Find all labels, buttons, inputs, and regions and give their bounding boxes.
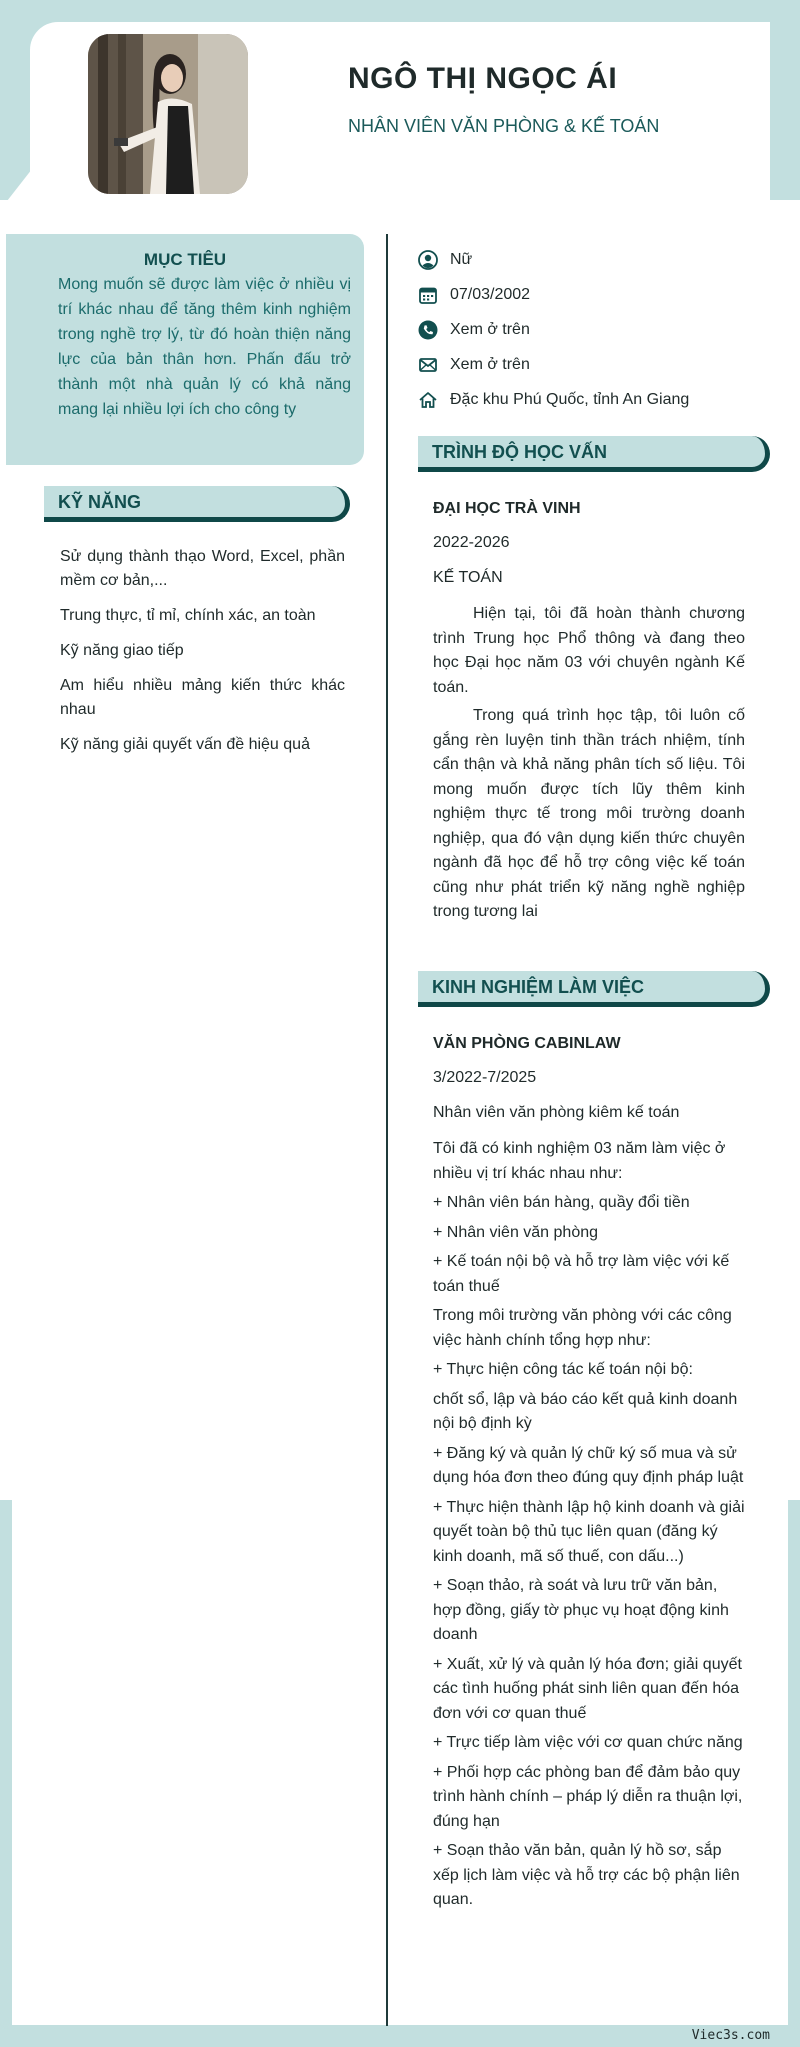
email-value: Xem ở trên xyxy=(450,355,530,373)
profile-photo xyxy=(88,34,248,194)
contact-gender-row xyxy=(418,242,778,277)
education-section xyxy=(433,500,745,929)
objective-section xyxy=(6,234,364,465)
contact-email-row xyxy=(418,347,778,382)
contact-phone-row xyxy=(418,312,778,347)
watermark: Viec3s.com xyxy=(691,2028,770,2043)
skill-item: Kỹ năng giải quyết vấn đề hiệu quả xyxy=(60,736,310,753)
experience-line: + Đăng ký và quản lý chữ ký số mua và sử dụng hóa đơn theo đúng quy định pháp luật xyxy=(433,1444,744,1486)
experience-line: + Nhân viên bán hàng, quầy đổi tiền xyxy=(433,1194,690,1211)
experience-line: Tôi đã có kinh nghiệm 03 năm làm việc ở nhiều vị trí khác nhau như: xyxy=(433,1140,726,1182)
column-divider xyxy=(386,234,388,2026)
education-heading: TRÌNH ĐỘ HỌC VẤN xyxy=(432,442,607,462)
skills-list xyxy=(60,545,345,768)
skills-heading: KỸ NĂNG xyxy=(58,492,142,512)
gender-value: Nữ xyxy=(450,250,473,268)
phone-value: Xem ở trên xyxy=(450,320,530,338)
experience-heading: KINH NGHIỆM LÀM VIỆC xyxy=(432,977,645,997)
birthdate-value: 07/03/2002 xyxy=(450,285,531,303)
experience-line: + Xuất, xử lý và quản lý hóa đơn; giải quyết các tình huống phát sinh liên quan đến hóa đơn với cơ quan thuế xyxy=(433,1655,742,1722)
education-period: 2022-2026 xyxy=(433,534,510,551)
contact-birthdate-row xyxy=(418,277,778,312)
experience-line: + Kế toán nội bộ và hỗ trợ làm việc với kế toán thuế xyxy=(433,1253,730,1295)
experience-period: 3/2022-7/2025 xyxy=(433,1069,537,1086)
user-icon xyxy=(418,250,438,270)
education-heading-pill xyxy=(418,436,770,472)
experience-line: + Thực hiện thành lập hộ kinh doanh và giải quyết toàn bộ thủ tục liên quan (đăng ký kinh doanh, mã số thuế, con dấu...) xyxy=(433,1498,745,1565)
footer-band xyxy=(0,2025,800,2047)
objective-text: Mong muốn sẽ được làm việc ở nhiều vị trí khác nhau để tăng thêm kinh nghiệm trong nghề trợ lý, từ đó hoàn thiện năng lực của bản thân hơn. Phấn đấu trở thành một nhà quản lý có khả năng mang lại nhiều lợi ích cho công ty xyxy=(58,276,351,418)
calendar-icon xyxy=(418,285,438,305)
right-accent-strip xyxy=(788,1500,800,2047)
candidate-name: NGÔ THỊ NGỌC ÁI xyxy=(348,62,618,95)
experience-details xyxy=(433,1137,745,1913)
contact-address-row xyxy=(418,382,778,417)
education-major: KẾ TOÁN xyxy=(433,569,503,586)
address-value: Đặc khu Phú Quốc, tỉnh An Giang xyxy=(450,390,690,408)
school-name: ĐẠI HỌC TRÀ VINH xyxy=(433,500,581,517)
experience-line: chốt sổ, lập và báo cáo kết quả kinh doanh nội bộ định kỳ xyxy=(433,1390,738,1432)
skill-item: Sử dụng thành thạo Word, Excel, phần mềm cơ bản,... xyxy=(60,548,345,589)
education-paragraph-2: Trong quá trình học tập, tôi luôn cố gắng rèn luyện tinh thần trách nhiệm, tính cẩn thận và khả năng phân tích số liệu. Tôi mong muốn được tích lũy thêm kinh nghiệm thực tế trong môi trường doanh nghiệp, qua đó vận dụng kiến thức chuyên ngành đã học để hỗ trợ công việc kế toán cũng như phát triển kỹ năng nghề nghiệp trong tương lai xyxy=(433,707,745,920)
left-accent-strip xyxy=(0,1500,12,2047)
experience-line: + Thực hiện công tác kế toán nội bộ: xyxy=(433,1361,693,1378)
job-title: NHÂN VIÊN VĂN PHÒNG & KẾ TOÁN xyxy=(348,116,660,136)
experience-section xyxy=(433,1035,745,1918)
contact-info xyxy=(418,242,778,417)
phone-icon xyxy=(418,320,438,340)
experience-line: + Soạn thảo, rà soát và lưu trữ văn bản, hợp đồng, giấy tờ phục vụ hoạt động kinh doanh xyxy=(433,1577,729,1643)
skill-item: Trung thực, tỉ mỉ, chính xác, an toàn xyxy=(60,607,316,624)
education-paragraph-1: Hiện tại, tôi đã hoàn thành chương trình Trung học Phổ thông và đang theo học Đại học năm 03 với chuyên ngành Kế toán. xyxy=(433,605,745,696)
experience-heading-pill xyxy=(418,971,770,1007)
company-name: VĂN PHÒNG CABINLAW xyxy=(433,1035,621,1052)
experience-line: + Phối hợp các phòng ban để đảm bảo quy trình hành chính – pháp lý diễn ra thuận lợi, đúng hạn xyxy=(433,1763,743,1830)
experience-line: + Nhân viên văn phòng xyxy=(433,1223,599,1241)
experience-line: + Trực tiếp làm việc với cơ quan chức năng xyxy=(433,1734,743,1751)
skills-heading-pill xyxy=(44,486,350,522)
home-icon xyxy=(418,390,438,410)
experience-role: Nhân viên văn phòng kiêm kế toán xyxy=(433,1104,680,1121)
skill-item: Kỹ năng giao tiếp xyxy=(60,642,184,659)
mail-icon xyxy=(418,355,438,375)
skill-item: Am hiểu nhiều mảng kiến thức khác nhau xyxy=(60,677,345,718)
objective-heading: MỤC TIÊU xyxy=(143,250,227,269)
experience-line: + Soạn thảo văn bản, quản lý hồ sơ, sắp xếp lịch làm việc và hỗ trợ các bộ phận liên quan. xyxy=(433,1842,740,1908)
experience-line: Trong môi trường văn phòng với các công việc hành chính tổng hợp như: xyxy=(433,1307,732,1349)
